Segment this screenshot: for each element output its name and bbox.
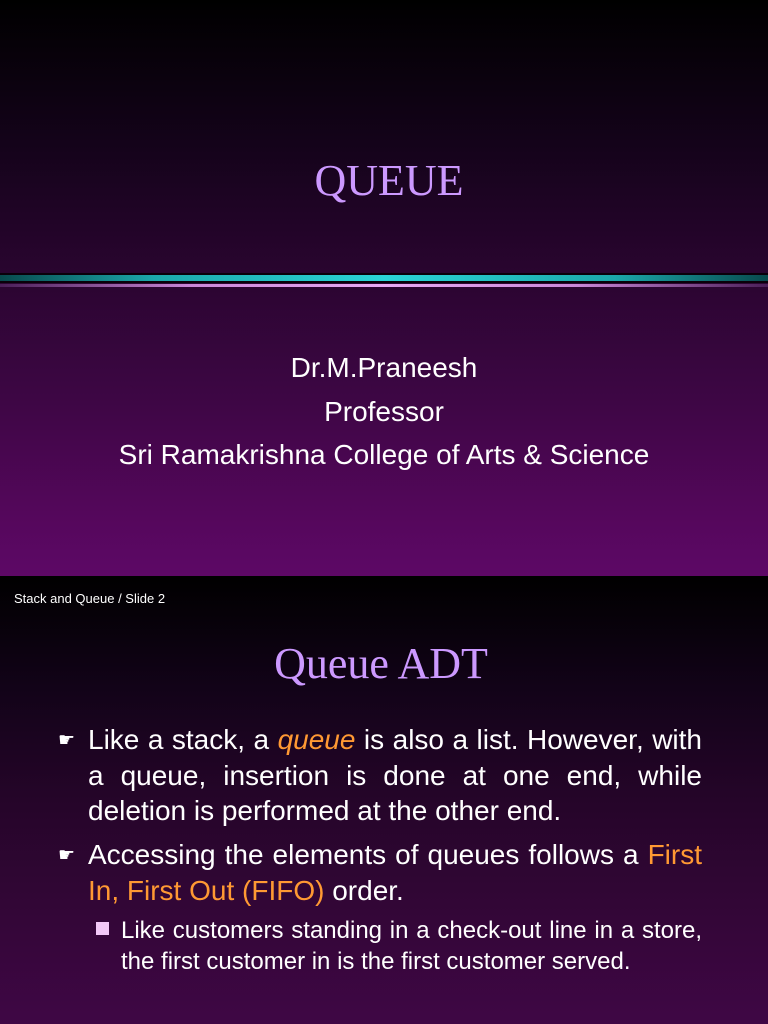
divider-pink [0, 284, 768, 287]
pointing-hand-icon: ☛ [58, 729, 76, 751]
bullet-text: Like a stack, a [88, 724, 278, 755]
slide-title: Queue ADT [274, 639, 488, 688]
divider-teal [0, 275, 768, 281]
bullet-text: is also a list. However, with a queue, insertion is done at one end, while deletion is performed at the other end. [88, 724, 703, 827]
bullet-item [88, 722, 702, 829]
slide-header: Stack and Queue / Slide 2 [14, 591, 166, 606]
author-role: Professor [324, 396, 444, 427]
sub-bullet-item: Like customers standing in a check-out line in a store, the first customer in is the first customer served. [121, 917, 702, 975]
bullet-item [88, 837, 702, 908]
bullet-text: Accessing the elements of queues follows a [88, 839, 648, 870]
square-bullet-icon [96, 922, 109, 935]
bullet-emphasis: First In, First Out (FIFO) [88, 839, 702, 906]
slide-title: QUEUE [314, 156, 464, 205]
author-name: Dr.M.Praneesh [290, 352, 478, 383]
author-institution: Sri Ramakrishna College of Arts & Science [118, 439, 650, 470]
content-slide [0, 576, 768, 1024]
bullet-emphasis: queue [277, 724, 356, 755]
bullet-text: order. [324, 874, 404, 906]
pointing-hand-icon: ☛ [58, 844, 76, 866]
